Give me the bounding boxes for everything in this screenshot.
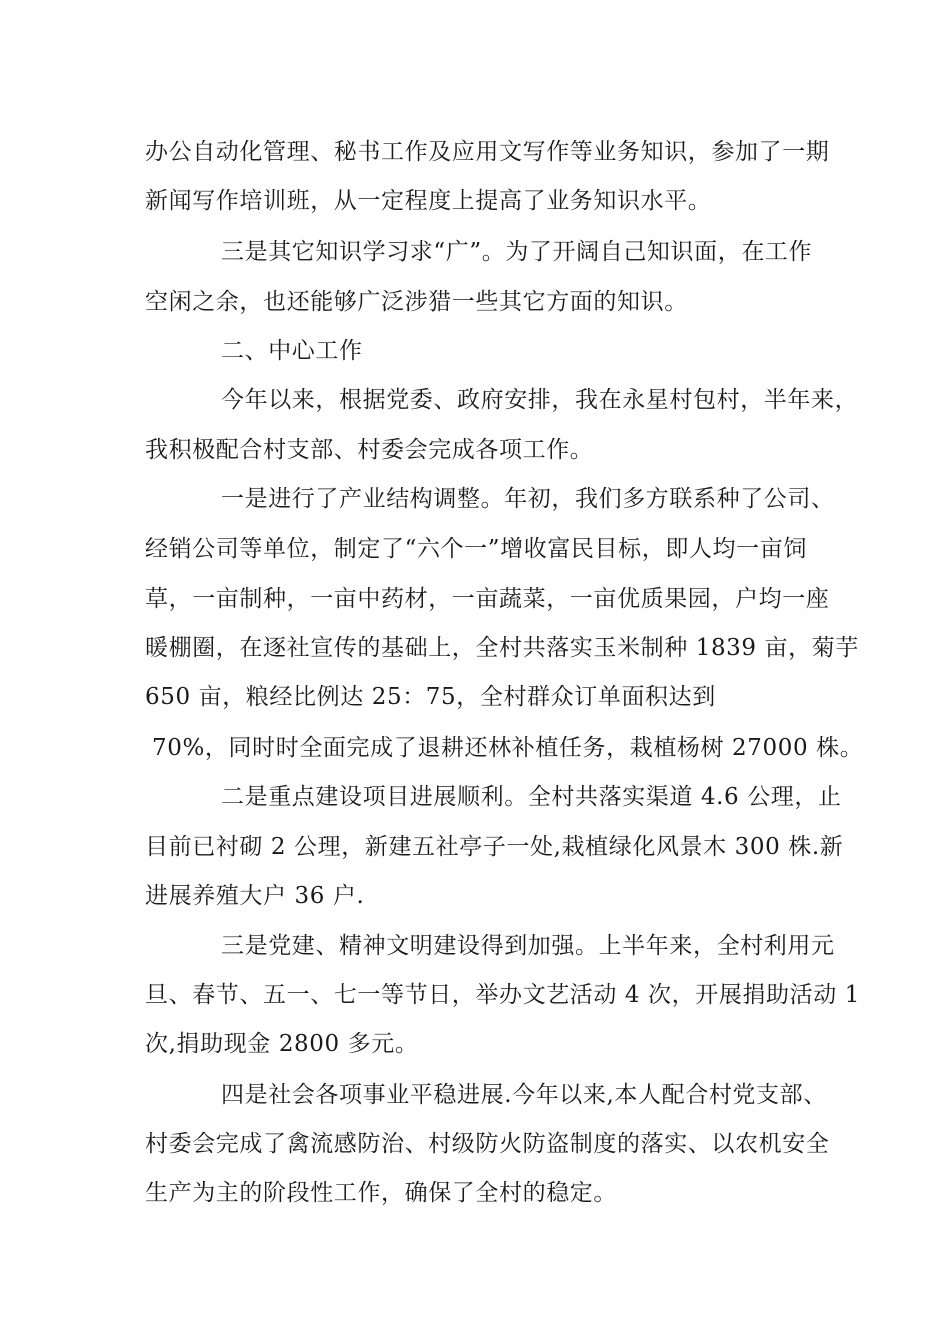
text-line: 空闲之余，也还能够广泛涉猎一些其它方面的知识。 <box>145 289 688 315</box>
text-line: 暖棚圈，在逐社宣传的基础上，全村共落实玉米制种 1839 亩，菊芋 <box>145 635 859 661</box>
text-line: 一是进行了产业结构调整。年初，我们多方联系种了公司、 <box>221 486 835 512</box>
text-line: 新闻写作培训班，从一定程度上提高了业务知识水平。 <box>145 188 712 214</box>
text-line: 四是社会各项事业平稳进展.今年以来,本人配合村党支部、 <box>221 1082 827 1108</box>
text-line: 今年以来，根据党委、政府安排，我在永星村包村，半年来， <box>221 387 859 413</box>
text-line: 进展养殖大户 36 户. <box>145 883 365 909</box>
text-line: 三是党建、精神文明建设得到加强。上半年来，全村利用元 <box>221 933 835 959</box>
text-line: 办公自动化管理、秘书工作及应用文写作等业务知识，参加了一期 <box>145 139 830 165</box>
text-line: 三是其它知识学习求“广”。为了开阔自己知识面，在工作 <box>221 239 813 265</box>
text-line: 次,捐助现金 2800 多元。 <box>145 1031 419 1057</box>
text-line: 草，一亩制种，一亩中药材，一亩蔬菜，一亩优质果园，户均一座 <box>145 586 830 612</box>
text-line: 生产为主的阶段性工作，确保了全村的稳定。 <box>145 1180 617 1206</box>
text-line: 经销公司等单位，制定了“六个一”增收富民目标，即人均一亩饲 <box>145 536 807 562</box>
text-line: 旦、春节、五一、七一等节日，举办文艺活动 4 次，开展捐助活动 1 <box>145 982 860 1008</box>
section-heading: 二、中心工作 <box>221 338 363 364</box>
text-line: 村委会完成了禽流感防治、村级防火防盗制度的落实、以农机安全 <box>145 1131 830 1157</box>
text-line: 650 亩，粮经比例达 25：75，全村群众订单面积达到 <box>145 684 716 710</box>
text-line: 二是重点建设项目进展顺利。全村共落实渠道 4.6 公理，止 <box>221 784 842 810</box>
text-line: 目前已衬砌 2 公理，新建五社亭子一处,栽植绿化风景木 300 株.新 <box>145 834 844 860</box>
text-line: 我积极配合村支部、村委会完成各项工作。 <box>145 437 594 463</box>
text-line: 70%，同时时全面完成了退耕还林补植任务，栽植杨树 27000 株。 <box>152 735 864 761</box>
